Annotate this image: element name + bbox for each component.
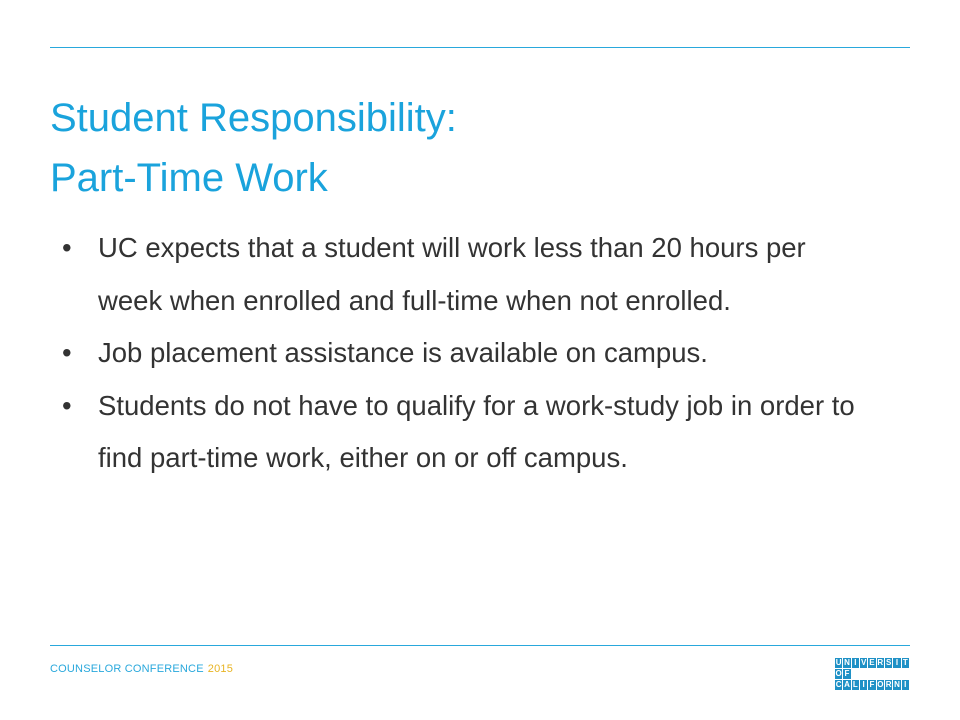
logo-letter-tile: I: [852, 658, 859, 668]
logo-row: [835, 658, 909, 668]
bullet-item: [62, 327, 862, 380]
top-divider: [50, 47, 910, 48]
title-line-2: Part-Time Work: [50, 156, 328, 200]
bullet-dot-icon: •: [62, 389, 72, 421]
logo-letter-tile: I: [893, 658, 900, 668]
logo-letter-tile: F: [869, 680, 875, 689]
logo-letter-tile: N: [894, 680, 900, 689]
bottom-divider: [50, 645, 910, 646]
logo-letter-tile: R: [885, 680, 892, 689]
logo-letter-tile: N: [844, 658, 850, 667]
bullet-item: [62, 380, 862, 485]
university-of-california-logo: [835, 658, 909, 691]
logo-letter-tile: U: [835, 658, 842, 667]
logo-letter-tile: L: [852, 680, 858, 689]
logo-letter-tile: A: [844, 680, 850, 689]
logo-letter-tile: S: [885, 658, 892, 667]
logo-letter-tile: O: [877, 680, 884, 689]
conference-year: 2015: [207, 663, 234, 675]
logo-letter-tile: F: [844, 669, 850, 678]
footer-label: [50, 663, 233, 675]
logo-letter-tile: O: [835, 669, 842, 678]
bullet-list: [62, 222, 862, 485]
bullet-dot-icon: •: [62, 232, 72, 263]
logo-letter-tile: V: [860, 658, 867, 667]
title-line-1: Student Responsibility:: [50, 96, 457, 140]
conference-name: COUNSELOR CONFERENCE: [50, 663, 204, 675]
bullet-text: UC expects that a student will work less than 20 hours per week when enrolled and full-time when not enrolled.: [98, 232, 806, 316]
logo-letter-tile: I: [860, 680, 867, 690]
logo-letter-tile: R: [877, 658, 884, 667]
logo-row: [835, 680, 909, 690]
bullet-text: Students do not have to qualify for a work-study job in order to find part-time work, either on or off campus.: [98, 389, 855, 473]
bullet-dot-icon: •: [62, 337, 72, 368]
slide-title: [50, 88, 457, 208]
logo-row: [835, 669, 909, 679]
bullet-item: [62, 222, 862, 327]
logo-letter-tile: I: [902, 680, 909, 690]
logo-letter-tile: E: [869, 658, 875, 667]
bullet-text: Job placement assistance is available on campus.: [98, 337, 708, 368]
logo-letter-tile: C: [835, 680, 842, 689]
logo-letter-tile: T: [902, 658, 908, 667]
